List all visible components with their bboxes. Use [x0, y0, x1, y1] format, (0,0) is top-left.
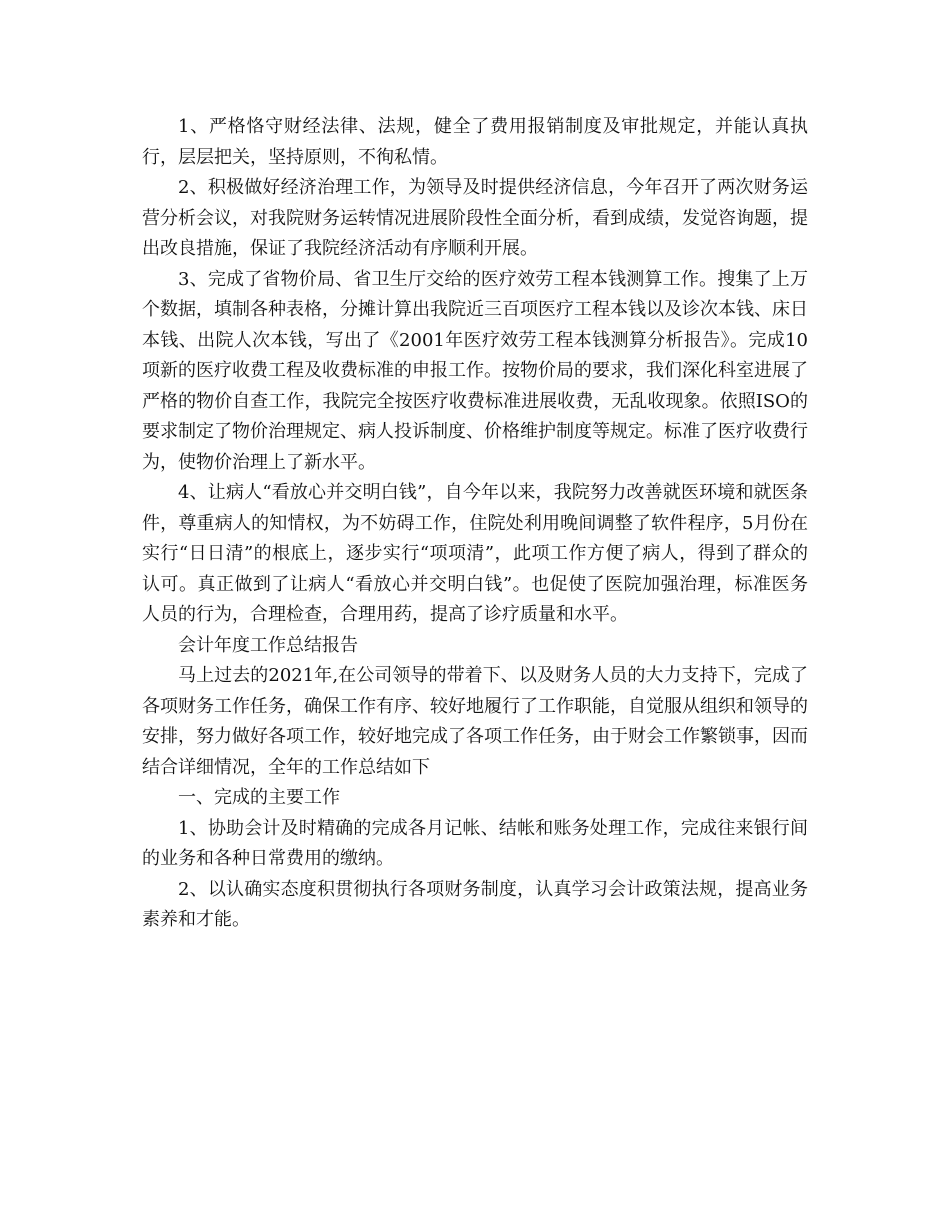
paragraph-item-4: 4、让病人“看放心并交明白钱”，自今年以来，我院努力改善就医环境和就医条件，尊重病人的知情权，为不妨碍工作，住院处利用晚间调整了软件程序，5月份在实行“日日清”的根底上，逐步实行“项项清”，此项工作方便了病人，得到了群众的认可。真正做到了让病人“看放心并交明白钱”。也促使了医院加强治理，标准医务人员的行为，合理检查，合理用药，提高了诊疗质量和水平。	[142, 482, 808, 625]
paragraph-item-1: 1、严格恪守财经法律、法规，健全了费用报销制度及审批规定，并能认真执行，层层把关，坚持原则，不徇私情。	[142, 116, 808, 168]
work-item-1: 1、协助会计及时精确的完成各月记帐、结帐和账务处理工作，完成往来银行间的业务和各种日常费用的缴纳。	[142, 817, 808, 869]
intro-paragraph: 马上过去的2021年,在公司领导的带着下、以及财务人员的大力支持下，完成了各项财务工作任务，确保工作有序、较好地履行了工作职能，自觉服从组织和领导的安排，努力做好各项工作，较好地完成了各项工作任务，由于财会工作繁锁事，因而结合详细情况，全年的工作总结如下	[142, 665, 808, 778]
document-page	[142, 112, 808, 936]
subsection-heading: 一、完成的主要工作	[178, 787, 340, 808]
work-item-2: 2、以认确实态度积贯彻执行各项财务制度，认真学习会计政策法规，提高业务素养和才能。	[142, 878, 808, 930]
paragraph-item-2: 2、积极做好经济治理工作，为领导及时提供经济信息，今年召开了两次财务运营分析会议，对我院财务运转情况进展阶段性全面分析，看到成绩，发觉咨询题，提出改良措施，保证了我院经济活动有序顺利开展。	[142, 177, 808, 259]
paragraph-item-3: 3、完成了省物价局、省卫生厅交给的医疗效劳工程本钱测算工作。搜集了上万个数据，填制各种表格，分摊计算出我院近三百项医疗工程本钱以及诊次本钱、床日本钱、出院人次本钱，写出了《2001年医疗效劳工程本钱测算分析报告》。完成10项新的医疗收费工程及收费标准的申报工作。按物价局的要求，我们深化科室进展了严格的物价自查工作，我院完全按医疗收费标准进展收费，无乱收现象。依照ISO的要求制定了物价治理规定、病人投诉制度、价格维护制度等规定。标准了医疗收费行为，使物价治理上了新水平。	[142, 268, 808, 473]
section-heading: 会计年度工作总结报告	[178, 634, 358, 656]
